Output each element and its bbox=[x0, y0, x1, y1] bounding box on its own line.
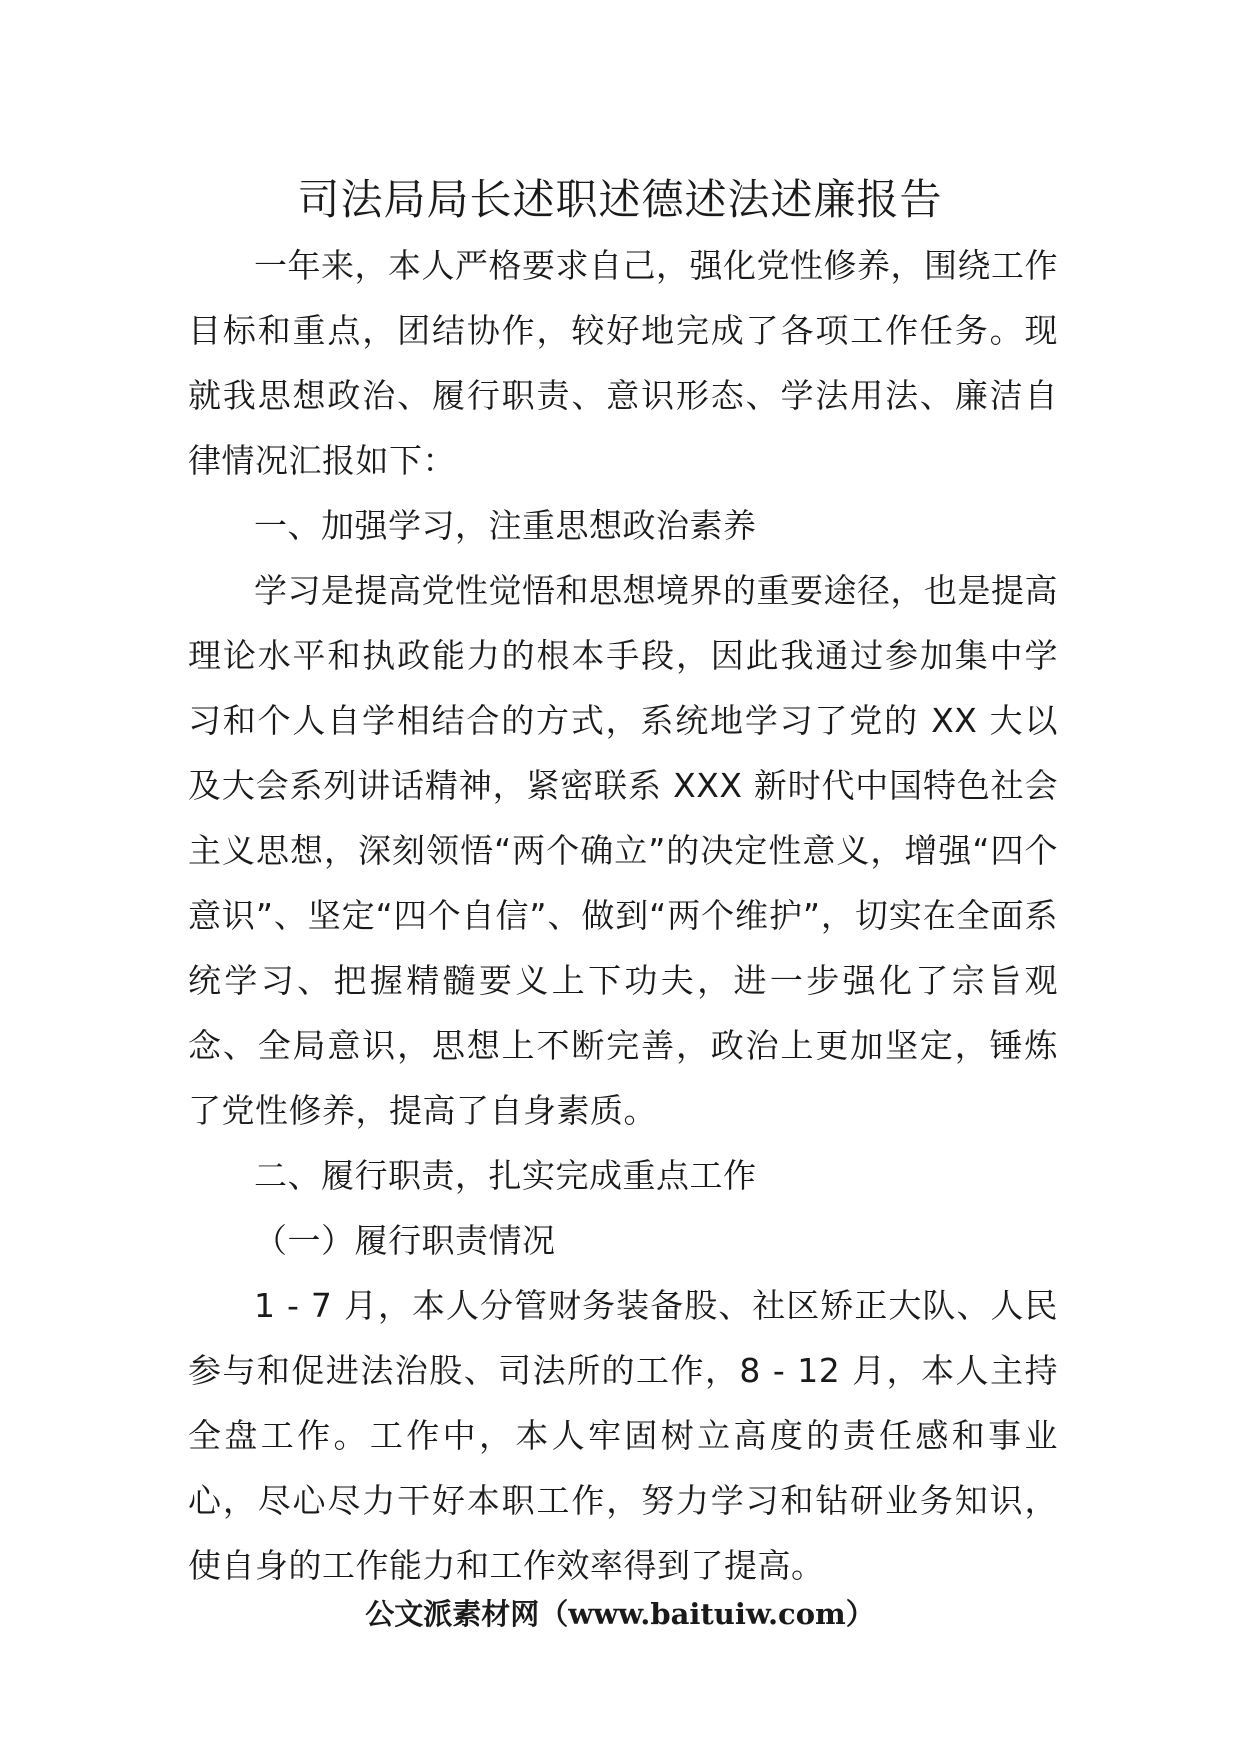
study-paragraph: 学习是提高党性觉悟和思想境界的重要途径，也是提高理论水平和执政能力的根本手段，因此我通过参加集中学习和个人自学相结合的方式，系统地学习了党的 XX 大以及大会系列讲话精神，紧密联系 XXX 新时代中国特色社会主义思想，深刻领悟“两个确立”的决定性意义，增强“四个意识”、坚定“四个自信”、做到“两个维护”，切实在全面系统学习、把握精髓要义上下功夫，进一步强化了宗旨观念、全局意识，思想上不断完善，政治上更加坚定，锤炼了党性修养，提高了自身素质。 bbox=[188, 571, 1058, 1130]
document-title: 司法局局长述职述德述法述廉报告 bbox=[297, 175, 943, 224]
section-heading-1: 一、加强学习，注重思想政治素养 bbox=[254, 506, 757, 545]
document-body bbox=[188, 233, 1058, 1598]
footer-source: 公文派素材网（www.baituiw.com） bbox=[365, 1597, 875, 1631]
subsection-heading-1: （一）履行职责情况 bbox=[254, 1221, 556, 1260]
duty-paragraph: 1 - 7 月，本人分管财务装备股、社区矫正大队、人民参与和促进法治股、司法所的工作，8 - 12 月，本人主持全盘工作。工作中，本人牢固树立高度的责任感和事业心，尽心尽力干好本职工作，努力学习和钻研业务知识，使自身的工作能力和工作效率得到了提高。 bbox=[188, 1286, 1058, 1585]
section-heading-2: 二、履行职责，扎实完成重点工作 bbox=[254, 1156, 757, 1195]
intro-paragraph: 一年来，本人严格要求自己，强化党性修养，围绕工作目标和重点，团结协作，较好地完成了各项工作任务。现就我思想政治、履行职责、意识形态、学法用法、廉洁自律情况汇报如下： bbox=[188, 246, 1058, 480]
